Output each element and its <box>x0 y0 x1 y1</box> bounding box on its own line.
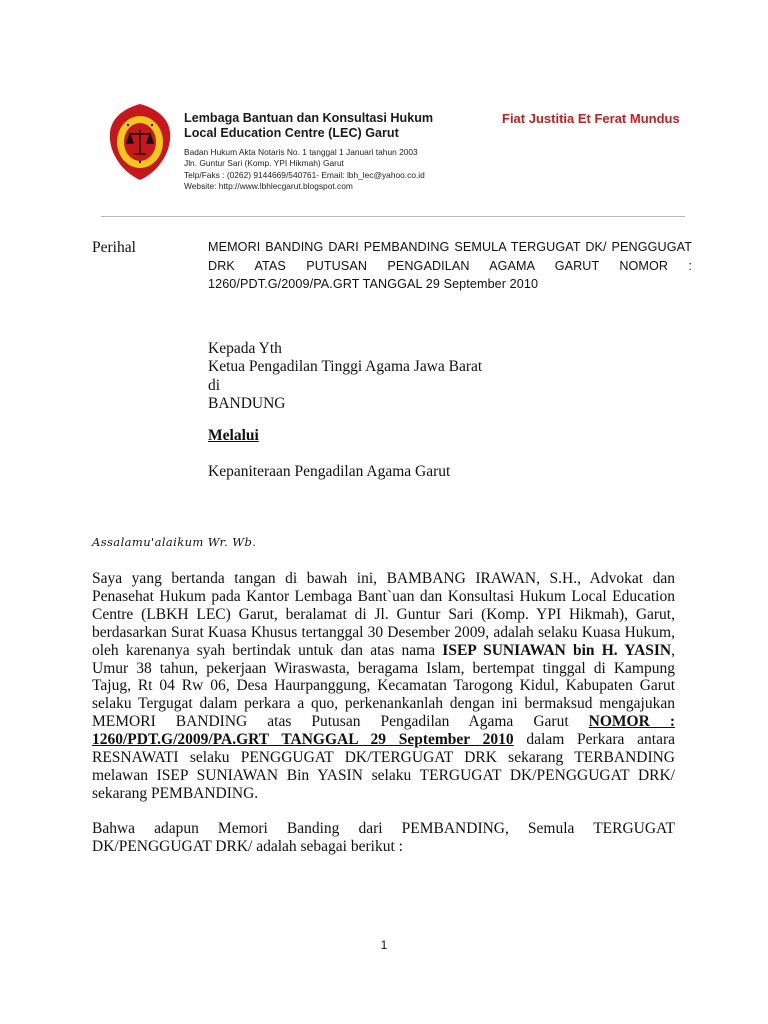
subject-line: DRK ATAS PUTUSAN PENGADILAN AGAMA GARUT NOMOR : <box>208 258 692 273</box>
body-line: Umur 38 tahun, pekerjaan Wiraswasta, beragama Islam, bertempat tinggal di Kampung <box>92 659 675 677</box>
case-number: 1260/PDT.G/2009/PA.GRT TANGGAL 29 September 2010 <box>92 731 514 749</box>
body-line: RESNAWATI selaku PENGGUGAT DK/TERGUGAT DRK sekarang TERBANDING <box>92 749 675 767</box>
subject-label: Perihal <box>92 239 136 256</box>
letterhead-motto: Fiat Justitia Et Ferat Mundus <box>502 111 680 126</box>
body-line: melawan ISEP SUNIAWAN Bin YASIN selaku TERGUGAT DK/PENGGUGAT DRK/ <box>92 766 675 784</box>
addressee-salutation: Kepada Yth <box>208 340 282 357</box>
addressee-preposition: di <box>208 376 221 394</box>
addressee-city: BANDUNG <box>208 394 286 412</box>
body-line <box>92 713 675 731</box>
body-text: , <box>671 641 675 659</box>
page-number: 1 <box>380 938 388 952</box>
org-legal-basis: Badan Hukum Akta Notaris No. 1 tanggal 1 Januari tahun 2003 <box>184 147 418 157</box>
addressee-title: Ketua Pengadilan Tinggi Agama Jawa Barat <box>208 358 483 376</box>
body-line: DK/PENGGUGAT DRK/ adalah sebagai berikut : <box>92 837 403 855</box>
org-name-primary: Lembaga Bantuan dan Konsultasi Hukum <box>184 111 434 125</box>
addressee-block <box>208 340 482 413</box>
via-office: Kepaniteraan Pengadilan Agama Garut <box>208 463 451 480</box>
body-text: oleh karenanya syah bertindak untuk dan atas nama <box>92 641 436 659</box>
letterhead-organization <box>184 111 494 193</box>
client-name: ISEP SUNIAWAN bin H. YASIN <box>442 641 672 659</box>
subject-line: 1260/PDT.G/2009/PA.GRT TANGGAL 29 September 2010 <box>208 277 539 291</box>
body-paragraph-1 <box>92 570 675 803</box>
org-website: Website: http://www.lbhlecgarut.blogspot.com <box>184 181 353 192</box>
body-line: Centre (LBKH LEC) Garut, beralamat di Jl. Guntur Sari (Komp. YPI Hikmah), Garut, <box>92 605 675 623</box>
body-line: Saya yang bertanda tangan di bawah ini, BAMBANG IRAWAN, S.H., Advokat dan <box>92 570 675 587</box>
org-address: Jln. Guntur Sari (Komp. YPI Hikmah) Garut <box>184 158 344 169</box>
body-line: berdasarkan Surat Kuasa Khusus tertanggal 30 Desember 2009, adalah selaku Kuasa Hukum, <box>92 623 675 641</box>
org-contact: Telp/Faks : (0262) 9144669/540761- Email: lbh_lec@yahoo.co.id <box>184 169 425 180</box>
body-line: selaku Tergugat dalam perkara a quo, perkenankanlah dengan ini bermaksud mengajukan <box>92 695 675 713</box>
body-line <box>92 642 675 660</box>
org-name-secondary: Local Education Centre (LEC) Garut <box>184 126 399 140</box>
via-label: Melalui <box>208 427 259 444</box>
body-line <box>92 731 675 749</box>
subject-text <box>208 238 692 294</box>
subject-line: MEMORI BANDING DARI PEMBANDING SEMULA TERGUGAT DK/ PENGGUGAT <box>208 240 692 254</box>
body-line: sekarang PEMBANDING. <box>92 784 259 802</box>
case-number-label: NOMOR : <box>588 713 675 731</box>
body-text: MEMORI BANDING atas Putusan Pengadilan Agama Garut <box>92 713 569 731</box>
body-paragraph-2 <box>92 820 675 856</box>
greeting: Assalamu'alaikum Wr. Wb. <box>92 535 257 549</box>
body-line: Tajug, Rt 04 Rw 06, Desa Haurpanggung, Kecamatan Tarogong Kidul, Kabupaten Garut <box>92 677 675 695</box>
body-line: Penasehat Hukum pada Kantor Lembaga Bant`uan dan Konsultasi Hukum Local Education <box>92 587 675 605</box>
letterhead-divider <box>101 216 685 217</box>
body-text: dalam Perkara antara <box>526 731 676 749</box>
organization-logo <box>106 102 174 182</box>
body-line: Bahwa adapun Memori Banding dari PEMBANDING, Semula TERGUGAT <box>92 820 675 837</box>
